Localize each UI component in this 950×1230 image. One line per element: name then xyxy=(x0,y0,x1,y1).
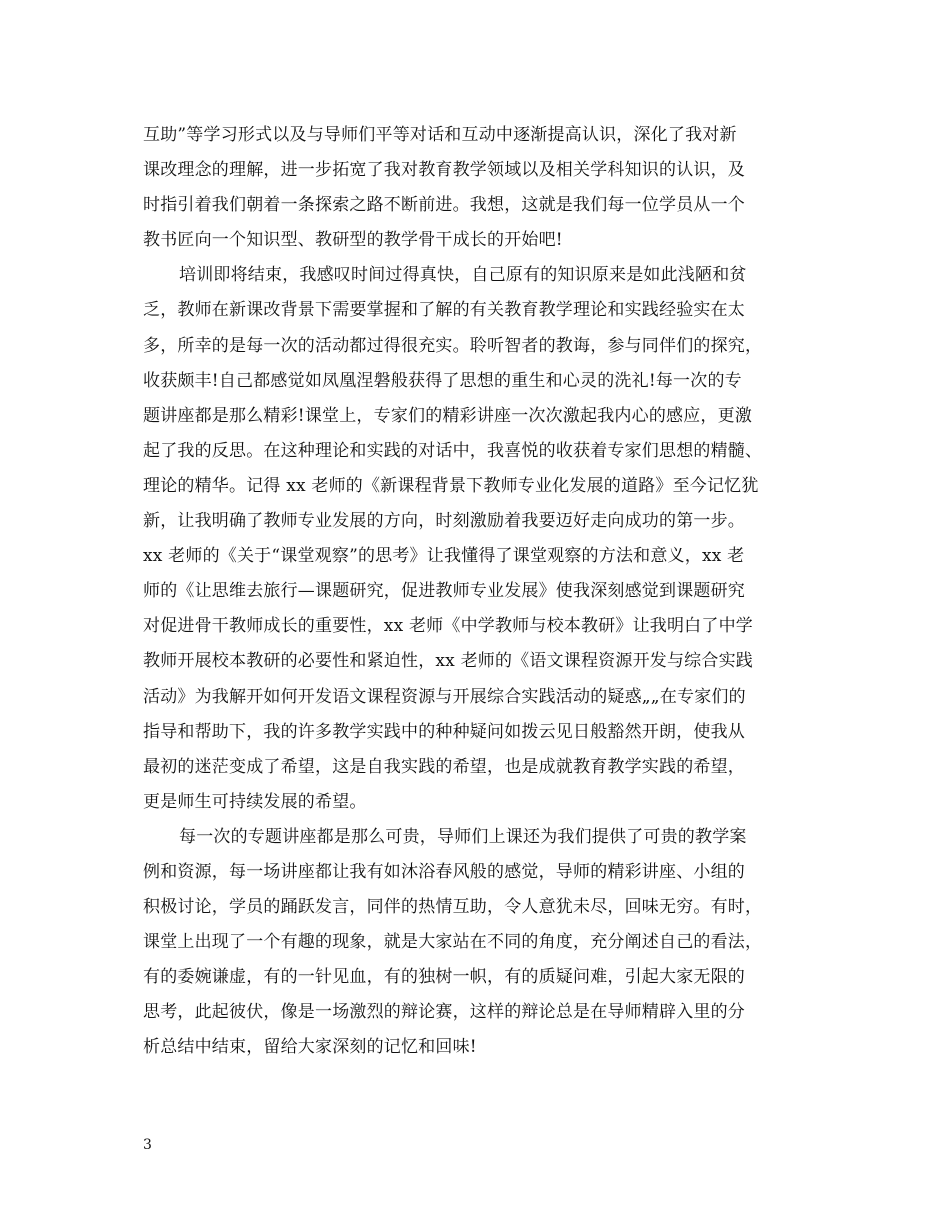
text-line: 起了我的反思。在这种理论和实践的对话中，我喜悦的收获着专家们思想的精髓、 xyxy=(143,440,763,461)
text-line: 更是师生可持续发展的希望。 xyxy=(143,791,367,812)
text-line: 乏，教师在新课改背景下需要掌握和了解的有关教育教学理论和实践经验实在太 xyxy=(143,300,745,321)
text-line: 活动》为我解开如何开发语文课程资源与开展综合实践活动的疑惑„„在专家们的 xyxy=(143,686,746,707)
text-line: 有的委婉谦虚，有的一针见血，有的独树一帜，有的质疑问难，引起大家无限的 xyxy=(143,967,745,988)
text-line: 课改理念的理解，进一步拓宽了我对教育教学领域以及相关学科知识的认识，及 xyxy=(143,160,745,181)
text-line: 新，让我明确了教师专业发展的方向，时刻激励着我要迈好走向成功的第一步。 xyxy=(143,511,745,532)
text-line: 题讲座都是那么精彩!课堂上，专家们的精彩讲座一次次激起我内心的感应，更激 xyxy=(143,405,753,426)
text-line: 教书匠向一个知识型、教研型的教学骨干成长的开始吧! xyxy=(143,230,563,251)
text-line: 课堂上出现了一个有趣的现象，就是大家站在不同的角度，充分阐述自己的看法， xyxy=(143,932,763,953)
text-line: 师的《让思维去旅行—课题研究，促进教师专业发展》使我深刻感觉到课题研究 xyxy=(143,581,745,602)
text-line: xx 老师的《关于“课堂观察”的思考》让我懂得了课堂观察的方法和意义，xx 老 xyxy=(143,546,745,567)
text-line: 每一次的专题讲座都是那么可贵，导师们上课还为我们提供了可贵的教学案 xyxy=(179,826,747,847)
text-line: 培训即将结束，我感叹时间过得真快，自己原有的知识原来是如此浅陋和贫 xyxy=(179,265,747,286)
text-line: 思考，此起彼伏，像是一场激烈的辩论赛，这样的辩论总是在导师精辟入里的分 xyxy=(143,1002,745,1023)
text-line: 收获颇丰!自己都感觉如凤凰涅磐般获得了思想的重生和心灵的洗礼!每一次的专 xyxy=(143,370,742,391)
text-line: 指导和帮助下，我的许多教学实践中的种种疑问如拨云见日般豁然开朗，使我从 xyxy=(143,721,745,742)
text-line: 积极讨论，学员的踊跃发言，同伴的热情互助，令人意犹未尽，回味无穷。有时， xyxy=(143,897,763,918)
text-line: 互助”等学习形式以及与导师们平等对话和互动中逐渐提高认识，深化了我对新 xyxy=(143,125,737,145)
text-line: 最初的迷茫变成了希望，这是自我实践的希望，也是成就教育教学实践的希望， xyxy=(143,756,745,777)
text-line: 理论的精华。记得 xx 老师的《新课程背景下教师专业化发展的道路》至今记忆犹 xyxy=(143,475,759,496)
text-line: 时指引着我们朝着一条探索之路不断前进。我想，这就是我们每一位学员从一个 xyxy=(143,195,745,216)
text-line: 例和资源，每一场讲座都让我有如沐浴春风般的感觉，导师的精彩讲座、小组的 xyxy=(143,861,745,882)
text-line: 析总结中结束，留给大家深刻的记忆和回味! xyxy=(143,1037,477,1058)
body-text xyxy=(143,118,823,1066)
text-line: 对促进骨干教师成长的重要性，xx 老师《中学教师与校本教研》让我明白了中学 xyxy=(143,616,753,637)
text-line: 多，所幸的是每一次的活动都过得很充实。聆听智者的教诲，参与同伴们的探究， xyxy=(143,335,763,356)
page-number: 3 xyxy=(143,1137,152,1153)
text-line: 教师开展校本教研的必要性和紧迫性，xx 老师的《语文课程资源开发与综合实践 xyxy=(143,651,753,672)
